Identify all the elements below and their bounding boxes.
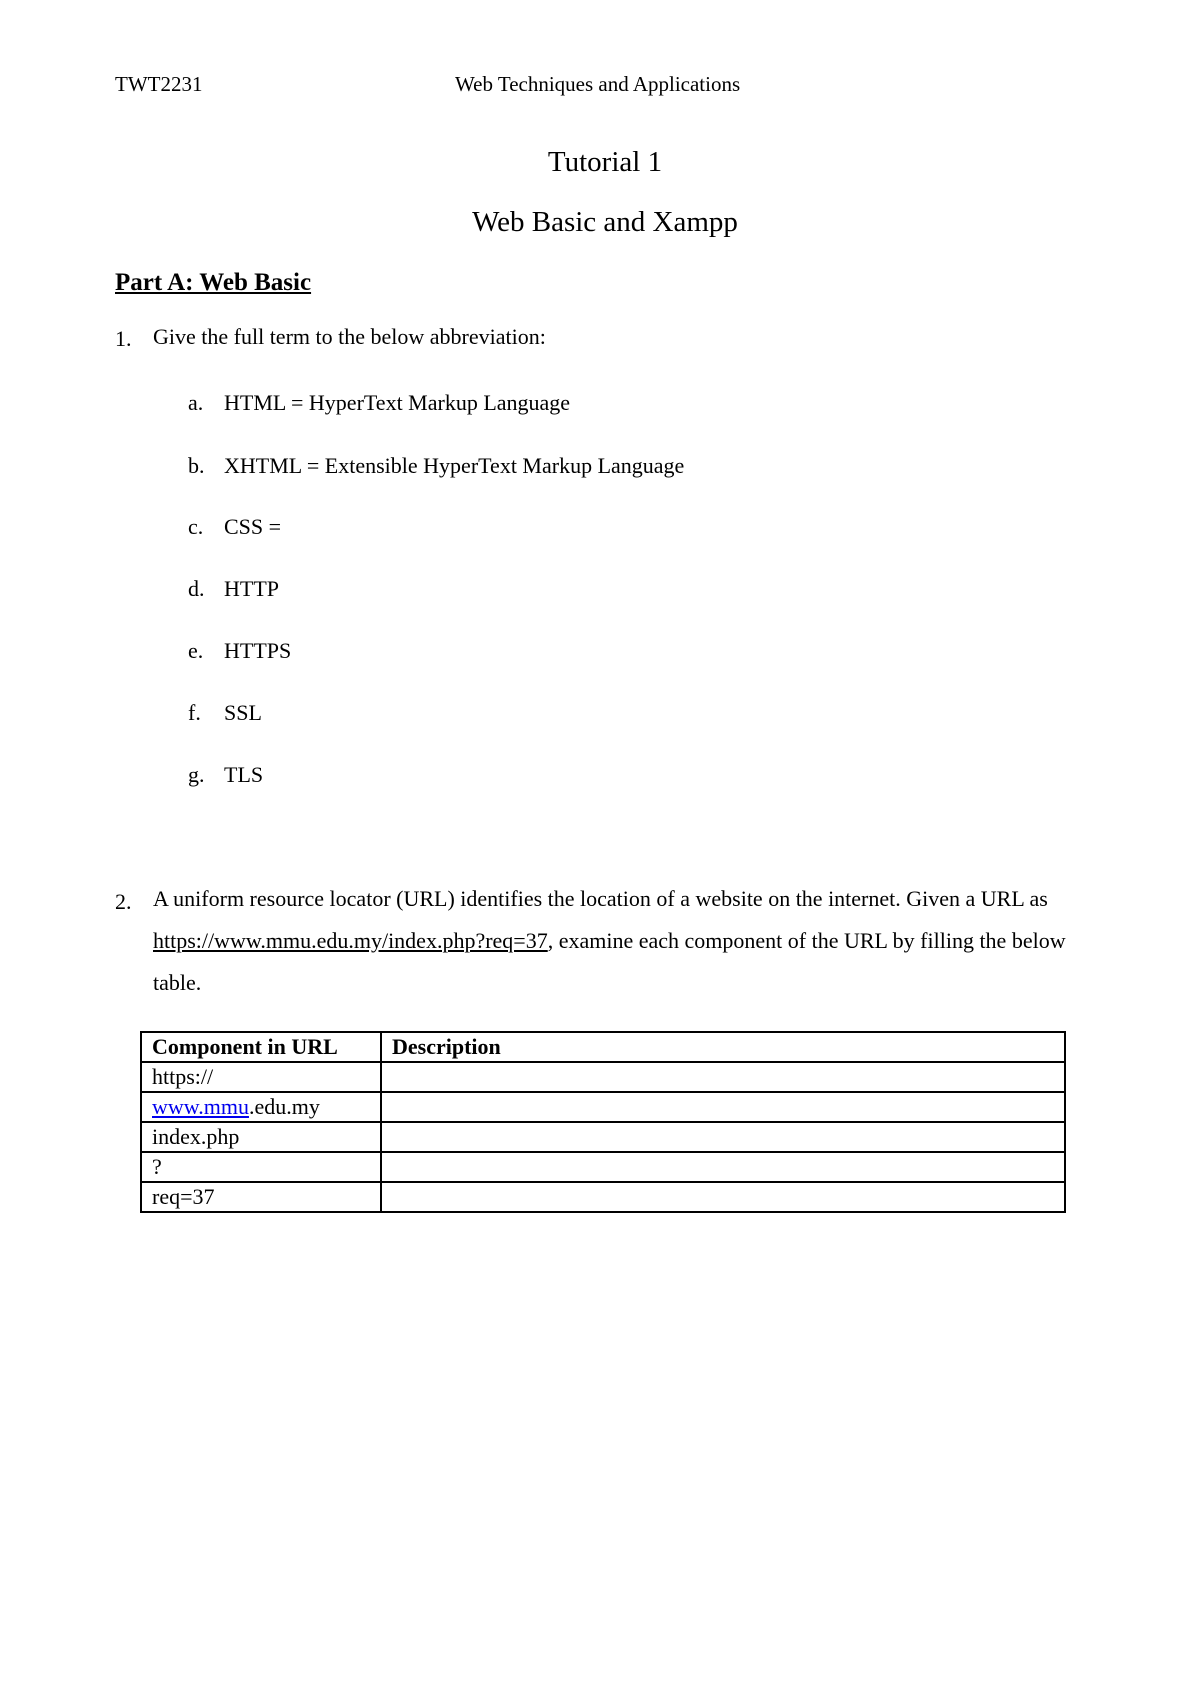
table-cell-description[interactable] xyxy=(381,1122,1065,1152)
question-1-text: Give the full term to the below abbreviation: xyxy=(153,324,546,349)
list-item xyxy=(188,762,263,788)
course-code: TWT2231 xyxy=(115,72,203,96)
table-cell-description[interactable] xyxy=(381,1182,1065,1212)
table-row xyxy=(141,1092,1065,1122)
table-cell-component: index.php xyxy=(141,1122,381,1152)
question-1-number: 1. xyxy=(115,326,132,351)
list-item-text: SSL xyxy=(224,700,262,725)
table-cell-component: req=37 xyxy=(141,1182,381,1212)
list-item-letter: a. xyxy=(188,390,204,415)
component-link[interactable]: www.mmu xyxy=(152,1094,249,1119)
list-item xyxy=(188,390,570,416)
table-cell-description[interactable] xyxy=(381,1062,1065,1092)
list-item xyxy=(188,638,291,664)
table-header-description: Description xyxy=(381,1032,1065,1062)
table-row xyxy=(141,1152,1065,1182)
list-item-text: HTML = HyperText Markup Language xyxy=(224,390,571,415)
table-row xyxy=(141,1062,1065,1092)
list-item-letter: g. xyxy=(188,762,205,787)
list-item-text: CSS = xyxy=(224,514,282,539)
table-row xyxy=(141,1122,1065,1152)
question-2-text-before: A uniform resource locator (URL) identifies the location of a website on the internet. Given a URL as xyxy=(153,886,1048,911)
list-item-text: HTTP xyxy=(224,576,279,601)
question-2-text-after: , examine each component of the URL by filling the below table. xyxy=(153,928,1066,995)
table-cell-description[interactable] xyxy=(381,1152,1065,1182)
table-cell-component: https:// xyxy=(141,1062,381,1092)
tutorial-title: Tutorial 1 xyxy=(547,146,663,178)
list-item xyxy=(188,576,279,602)
list-item-text: XHTML = Extensible HyperText Markup Language xyxy=(224,453,685,478)
list-item-letter: b. xyxy=(188,453,205,478)
component-rest: .edu.my xyxy=(248,1094,320,1119)
course-name: Web Techniques and Applications xyxy=(455,72,741,96)
list-item-letter: d. xyxy=(188,576,205,601)
question-2-url-link[interactable]: https://www.mmu.edu.my/index.php?req=37 xyxy=(153,928,548,953)
list-item-text: HTTPS xyxy=(224,638,292,663)
list-item-letter: e. xyxy=(188,638,204,663)
list-item xyxy=(188,453,684,479)
table-cell-component xyxy=(141,1092,381,1122)
table-header-component: Component in URL xyxy=(141,1032,381,1062)
question-2-text xyxy=(153,878,1083,1004)
table-header-row xyxy=(141,1032,1065,1062)
table-row xyxy=(141,1182,1065,1212)
list-item xyxy=(188,514,281,540)
question-2-number: 2. xyxy=(115,889,132,914)
list-item-letter: f. xyxy=(188,700,201,725)
url-components-table xyxy=(140,1031,1066,1213)
list-item-letter: c. xyxy=(188,514,204,539)
list-item xyxy=(188,700,262,726)
part-a-heading: Part A: Web Basic xyxy=(115,269,312,296)
table-cell-description[interactable] xyxy=(381,1092,1065,1122)
table-cell-component: ? xyxy=(141,1152,381,1182)
tutorial-subtitle: Web Basic and Xampp xyxy=(472,206,738,238)
list-item-text: TLS xyxy=(224,762,264,787)
